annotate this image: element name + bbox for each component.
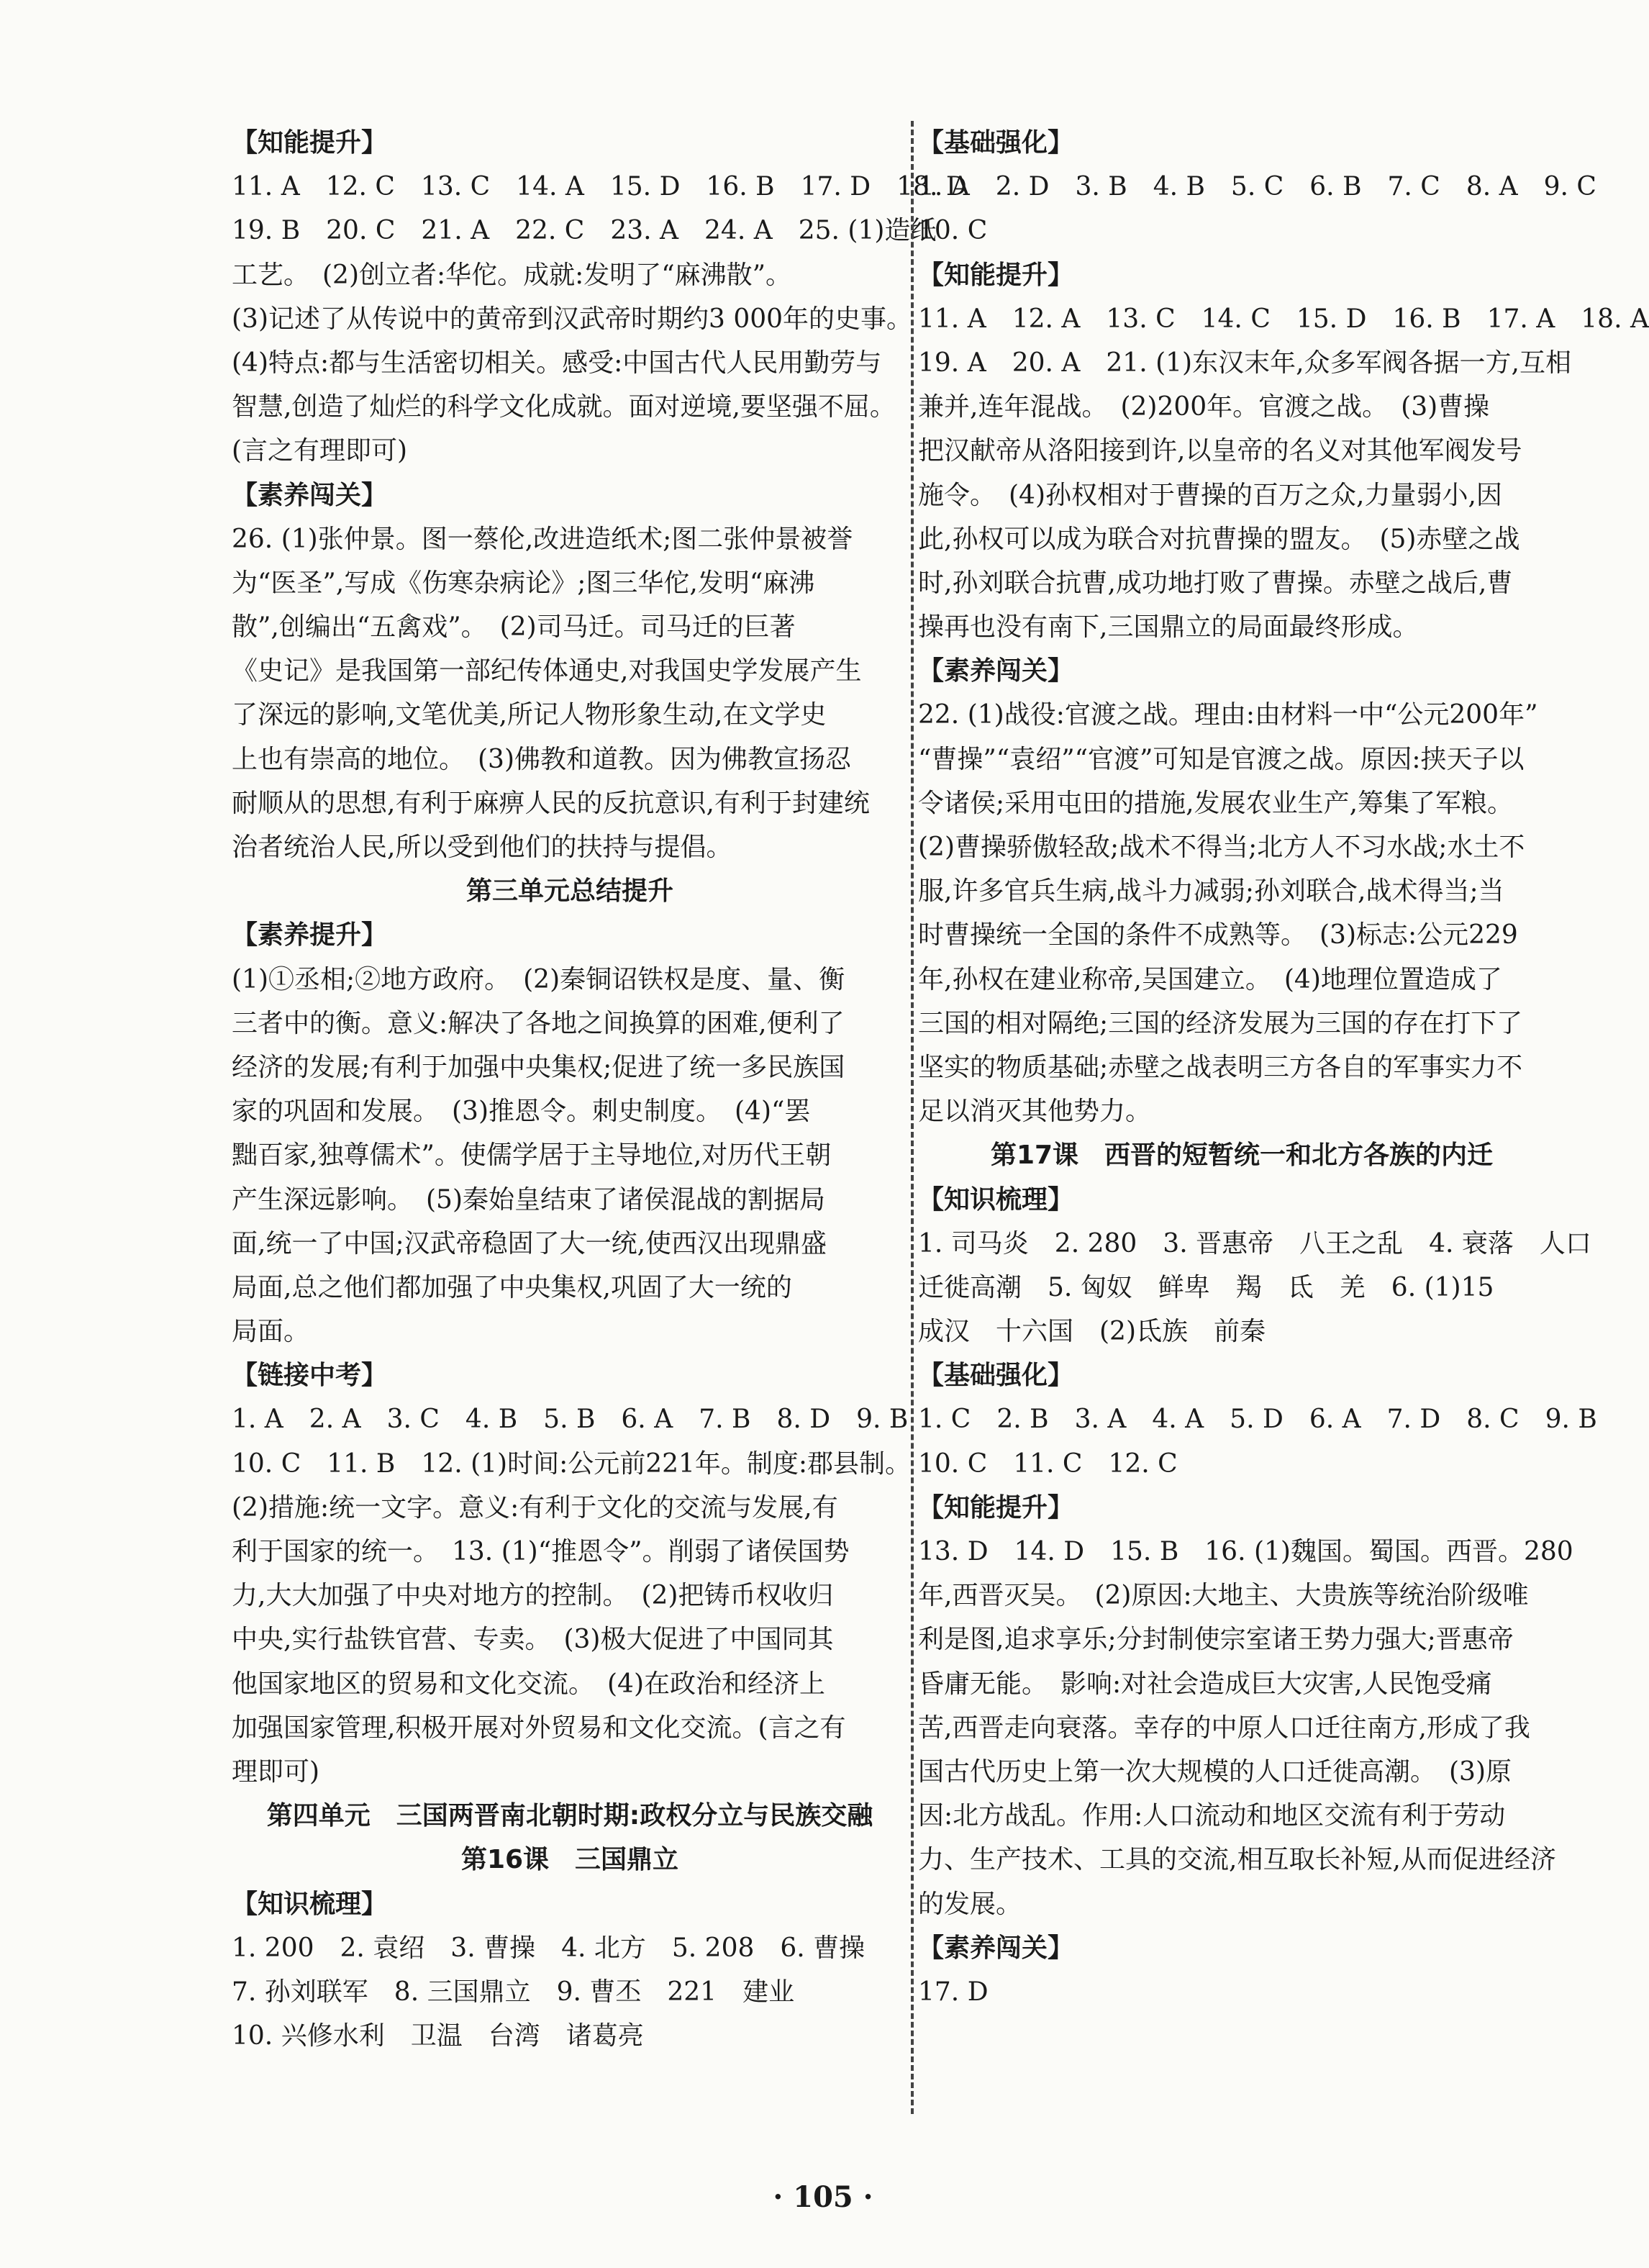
answer-line: 黜百家,独尊儒术”。使儒学居于主导地位,对历代王朝 bbox=[232, 1140, 832, 1171]
answer-line: 散”,创编出“五禽戏”。 (2)司马迁。司马迁的巨著 bbox=[232, 612, 796, 643]
answer-line: 时,孙刘联合抗曹,成功地打败了曹操。赤壁之战后,曹 bbox=[918, 568, 1513, 598]
answer-line: 三者中的衡。意义:解决了各地之间换算的困难,便利了 bbox=[232, 1008, 845, 1038]
answer-line: 年,孙权在建业称帝,吴国建立。 (4)地理位置造成了 bbox=[918, 964, 1502, 994]
right-column bbox=[918, 121, 1649, 2014]
answer-line: 了深远的影响,文笔优美,所记人物形象生动,在文学史 bbox=[232, 700, 827, 730]
answer-line: (4)特点:都与生活密切相关。感受:中国古代人民用勤劳与 bbox=[232, 348, 882, 378]
answer-line: 10. 兴修水利 卫温 台湾 诸葛亮 bbox=[232, 2021, 644, 2051]
answer-line: 19. A 20. A 21. (1)东汉末年,众多军阀各据一方,互相 bbox=[918, 348, 1571, 378]
answer-line: 11. A 12. C 13. C 14. A 15. D 16. B 17. D 18. D bbox=[232, 172, 967, 202]
answer-line: 11. A 12. A 13. C 14. C 15. D 16. B 17. A 18. A bbox=[918, 304, 1649, 334]
answer-line: 年,西晋灭吴。 (2)原因:大地主、大贵族等统治阶级唯 bbox=[918, 1581, 1529, 1611]
answer-line: 10. C bbox=[918, 216, 988, 246]
answer-line: 13. D 14. D 15. B 16. (1)魏国。蜀国。西晋。280 bbox=[918, 1537, 1573, 1566]
answer-line: 苦,西晋走向衰落。幸存的中原人口迁往南方,形成了我 bbox=[918, 1713, 1530, 1743]
answer-line: 他国家地区的贸易和文化交流。 (4)在政治和经济上 bbox=[232, 1669, 825, 1699]
answer-line: 加强国家管理,积极开展对外贸易和文化交流。(言之有 bbox=[232, 1713, 846, 1743]
section-heading: 【素养提升】 bbox=[232, 920, 388, 951]
answer-line: 局面,总之他们都加强了中央集权,巩固了大一统的 bbox=[232, 1272, 792, 1302]
section-heading: 【基础强化】 bbox=[918, 127, 1074, 158]
answer-line: 1. A 2. D 3. B 4. B 5. C 6. B 7. C 8. A 9. C bbox=[918, 172, 1596, 202]
answer-line: 足以消灭其他势力。 bbox=[918, 1097, 1152, 1127]
section-heading: 【素养闯关】 bbox=[232, 479, 388, 510]
answer-line: 产生深远影响。 (5)秦始皇结束了诸侯混战的割据局 bbox=[232, 1184, 825, 1215]
section-heading: 【素养闯关】 bbox=[918, 656, 1074, 686]
section-heading: 【链接中考】 bbox=[232, 1360, 388, 1391]
lesson-title: 第16课 三国鼎立 bbox=[460, 1845, 679, 1875]
answer-line: 昏庸无能。 影响:对社会造成巨大灾害,人民饱受痛 bbox=[918, 1669, 1492, 1699]
answer-line: 时曹操统一全国的条件不成熟等。 (3)标志:公元229 bbox=[918, 920, 1518, 951]
answer-line: 1. 200 2. 袁绍 3. 曹操 4. 北方 5. 208 6. 曹操 bbox=[232, 1933, 866, 1963]
section-heading: 【知识梳理】 bbox=[232, 1888, 388, 1919]
answer-line: 为“医圣”,写成《伤寒杂病论》;图三华佗,发明“麻沸 bbox=[232, 568, 815, 598]
answer-line: 面,统一了中国;汉武帝稳固了大一统,使西汉出现鼎盛 bbox=[232, 1228, 827, 1258]
answer-line: 中央,实行盐铁官营、专卖。 (3)极大促进了中国同其 bbox=[232, 1625, 834, 1655]
answer-line: 1. A 2. A 3. C 4. B 5. B 6. A 7. B 8. D 9. B bbox=[232, 1405, 909, 1435]
answer-line: 家的巩固和发展。 (3)推恩令。刺史制度。 (4)“罢 bbox=[232, 1097, 811, 1127]
lesson-title: 第三单元总结提升 bbox=[465, 876, 673, 907]
answer-line: 的发展。 bbox=[918, 1889, 1022, 1919]
answer-line: 7. 孙刘联军 8. 三国鼎立 9. 曹丕 221 建业 bbox=[232, 1977, 795, 2007]
answer-line: 操再也没有南下,三国鼎立的局面最终形成。 bbox=[918, 612, 1419, 643]
answer-line: “曹操”“袁绍”“官渡”可知是官渡之战。原因:挟天子以 bbox=[918, 744, 1525, 774]
answer-line: 服,许多官兵生病,战斗力减弱;孙刘联合,战术得当;当 bbox=[918, 876, 1504, 907]
answer-line: 工艺。 (2)创立者:华佗。成就:发明了“麻沸散”。 bbox=[232, 260, 792, 290]
answer-line: (2)措施:统一文字。意义:有利于文化的交流与发展,有 bbox=[232, 1492, 838, 1523]
lesson-title: 第四单元 三国两晋南北朝时期:政权分立与民族交融 bbox=[266, 1801, 873, 1831]
section-heading: 【知识梳理】 bbox=[918, 1184, 1074, 1215]
answer-line: 《史记》是我国第一部纪传体通史,对我国史学发展产生 bbox=[232, 656, 862, 686]
page-number: · 105 · bbox=[773, 2180, 873, 2214]
lesson-title: 第17课 西晋的短暂统一和北方各族的内迁 bbox=[990, 1140, 1494, 1171]
answer-line: 10. C 11. C 12. C bbox=[918, 1448, 1178, 1479]
section-heading: 【知能提升】 bbox=[918, 259, 1074, 290]
answer-line: 迁徙高潮 5. 匈奴 鲜卑 羯 氐 羌 6. (1)15 bbox=[918, 1272, 1494, 1302]
answer-line: 上也有崇高的地位。 (3)佛教和道教。因为佛教宣扬忍 bbox=[232, 744, 851, 774]
column-divider bbox=[911, 121, 914, 2114]
answer-line: 22. (1)战役:官渡之战。理由:由材料一中“公元200年” bbox=[918, 700, 1538, 730]
answer-line: 把汉献帝从洛阳接到许,以皇帝的名义对其他军阀发号 bbox=[918, 436, 1522, 466]
answer-line: 1. 司马炎 2. 280 3. 晋惠帝 八王之乱 4. 衰落 人口 bbox=[918, 1228, 1591, 1258]
answer-line: 利是图,追求享乐;分封制使宗室诸王势力强大;晋惠帝 bbox=[918, 1625, 1514, 1655]
answer-line: 令诸侯;采用屯田的措施,发展农业生产,筹集了军粮。 bbox=[918, 788, 1514, 818]
answer-line: 此,孙权可以成为联合对抗曹操的盟友。 (5)赤壁之战 bbox=[918, 524, 1520, 554]
answer-line: 治者统治人民,所以受到他们的扶持与提倡。 bbox=[232, 833, 732, 862]
answer-line: 施令。 (4)孙权相对于曹操的百万之众,力量弱小,因 bbox=[918, 480, 1502, 510]
section-heading: 【基础强化】 bbox=[918, 1360, 1074, 1391]
answer-line: 兼并,连年混战。 (2)200年。官渡之战。 (3)曹操 bbox=[918, 392, 1490, 422]
answer-line: 国古代历史上第一次大规模的人口迁徙高潮。 (3)原 bbox=[918, 1756, 1512, 1787]
section-heading: 【知能提升】 bbox=[232, 127, 388, 158]
answer-line: 19. B 20. C 21. A 22. C 23. A 24. A 25. (1)造纸 bbox=[232, 216, 937, 246]
answer-line: 26. (1)张仲景。图一蔡伦,改进造纸术;图二张仲景被誉 bbox=[232, 524, 853, 554]
answer-line: (言之有理即可) bbox=[232, 436, 408, 466]
answer-line: 智慧,创造了灿烂的科学文化成就。面对逆境,要坚强不屈。 bbox=[232, 392, 896, 422]
answer-line: 因:北方战乱。作用:人口流动和地区交流有利于劳动 bbox=[918, 1801, 1506, 1831]
answer-line: 成汉 十六国 (2)氐族 前秦 bbox=[918, 1317, 1266, 1347]
answer-line: 17. D bbox=[918, 1977, 989, 2007]
answer-line: 三国的相对隔绝;三国的经济发展为三国的存在打下了 bbox=[918, 1008, 1523, 1038]
answer-line: (1)①丞相;②地方政府。 (2)秦铜诏铁权是度、量、衡 bbox=[232, 964, 845, 994]
left-column bbox=[232, 121, 967, 2058]
answer-line: 理即可) bbox=[232, 1756, 320, 1787]
answer-line: 力,大大加强了中央对地方的控制。 (2)把铸币权收归 bbox=[232, 1581, 834, 1611]
answer-line: (3)记述了从传说中的黄帝到汉武帝时期约3 000年的史事。 bbox=[232, 304, 913, 334]
section-heading: 【素养闯关】 bbox=[918, 1932, 1074, 1963]
section-heading: 【知能提升】 bbox=[918, 1492, 1074, 1523]
answer-line: 经济的发展;有利于加强中央集权;促进了统一多民族国 bbox=[232, 1052, 845, 1082]
answer-line: 耐顺从的思想,有利于麻痹人民的反抗意识,有利于封建统 bbox=[232, 788, 870, 818]
answer-line: 局面。 bbox=[232, 1317, 310, 1347]
answer-line: 10. C 11. B 12. (1)时间:公元前221年。制度:郡县制。 bbox=[232, 1448, 912, 1479]
answer-line: 力、生产技术、工具的交流,相互取长补短,从而促进经济 bbox=[918, 1845, 1556, 1875]
answer-line: (2)曹操骄傲轻敌;战术不得当;北方人不习水战;水土不 bbox=[918, 833, 1525, 862]
answer-line: 坚实的物质基础;赤壁之战表明三方各自的军事实力不 bbox=[918, 1052, 1523, 1082]
answer-line: 1. C 2. B 3. A 4. A 5. D 6. A 7. D 8. C 9. B bbox=[918, 1405, 1597, 1435]
answer-line: 利于国家的统一。 13. (1)“推恩令”。削弱了诸侯国势 bbox=[232, 1537, 850, 1566]
